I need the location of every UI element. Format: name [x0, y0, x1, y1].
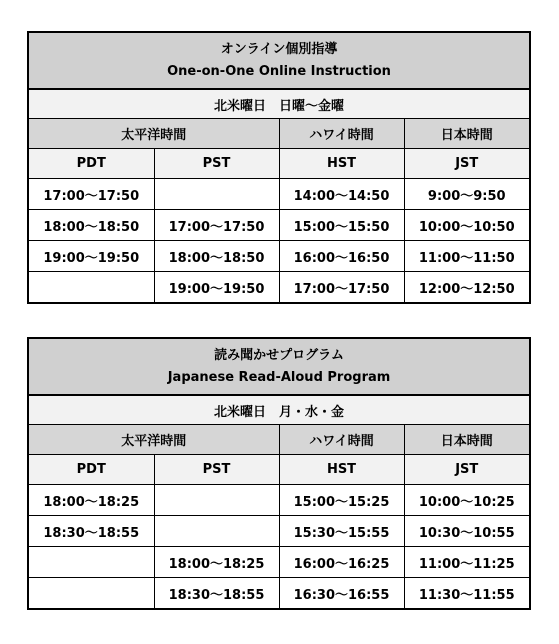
cell-hst: 16:00～16:50 [279, 241, 404, 272]
zone-pst: PST [154, 455, 279, 485]
cell-pst [154, 179, 279, 210]
table-title [28, 32, 530, 89]
cell-jst: 11:00～11:25 [404, 547, 530, 578]
table-row [28, 272, 530, 304]
cell-pdt [28, 547, 154, 578]
table-row [28, 241, 530, 272]
zone-pdt: PDT [28, 149, 154, 179]
cell-pst: 18:00～18:25 [154, 547, 279, 578]
cell-pst [154, 485, 279, 516]
table-title-row [28, 338, 530, 395]
cell-pdt: 18:00～18:25 [28, 485, 154, 516]
cell-jst: 12:00～12:50 [404, 272, 530, 304]
cell-pdt [28, 272, 154, 304]
cell-pdt: 18:00～18:50 [28, 210, 154, 241]
table-title-ja: 読み聞かせプログラム [214, 347, 344, 363]
days-row [28, 89, 530, 119]
zone-hst: HST [279, 149, 404, 179]
cell-hst: 14:00～14:50 [279, 179, 404, 210]
days-row [28, 395, 530, 425]
table-row [28, 516, 530, 547]
cell-jst: 11:00～11:50 [404, 241, 530, 272]
table-title [28, 338, 530, 395]
region-japan: 日本時間 [404, 425, 530, 455]
zone-header-row [28, 149, 530, 179]
region-japan: 日本時間 [404, 119, 530, 149]
table-title-ja: オンライン個別指導 [220, 41, 338, 57]
cell-pdt: 17:00～17:50 [28, 179, 154, 210]
cell-pst [154, 516, 279, 547]
cell-jst: 9:00～9:50 [404, 179, 530, 210]
zone-header-row [28, 455, 530, 485]
cell-hst: 16:00～16:25 [279, 547, 404, 578]
table-row [28, 578, 530, 610]
days-label: 北米曜日 月・水・金 [28, 395, 530, 425]
table-title-en: Japanese Read-Aloud Program [167, 369, 391, 385]
online-instruction-schedule-table [27, 31, 531, 304]
region-header-row [28, 425, 530, 455]
table-title-en: One-on-One Online Instruction [167, 63, 391, 79]
region-hawaii: ハワイ時間 [279, 119, 404, 149]
cell-pdt [28, 578, 154, 610]
cell-pdt: 19:00～19:50 [28, 241, 154, 272]
table-row [28, 485, 530, 516]
zone-hst: HST [279, 455, 404, 485]
days-label: 北米曜日 日曜～金曜 [28, 89, 530, 119]
zone-pdt: PDT [28, 455, 154, 485]
cell-hst: 17:00～17:50 [279, 272, 404, 304]
cell-pst: 17:00～17:50 [154, 210, 279, 241]
region-hawaii: ハワイ時間 [279, 425, 404, 455]
table-title-row [28, 32, 530, 89]
cell-hst: 15:00～15:50 [279, 210, 404, 241]
cell-hst: 15:30～15:55 [279, 516, 404, 547]
read-aloud-schedule-table [27, 337, 531, 610]
cell-hst: 15:00～15:25 [279, 485, 404, 516]
cell-pdt: 18:30～18:55 [28, 516, 154, 547]
table-row [28, 210, 530, 241]
cell-jst: 10:00～10:50 [404, 210, 530, 241]
zone-jst: JST [404, 149, 530, 179]
zone-jst: JST [404, 455, 530, 485]
region-pacific: 太平洋時間 [28, 425, 279, 455]
zone-pst: PST [154, 149, 279, 179]
region-header-row [28, 119, 530, 149]
cell-hst: 16:30～16:55 [279, 578, 404, 610]
table-row [28, 547, 530, 578]
region-pacific: 太平洋時間 [28, 119, 279, 149]
table-row [28, 179, 530, 210]
cell-pst: 19:00～19:50 [154, 272, 279, 304]
cell-jst: 10:30～10:55 [404, 516, 530, 547]
cell-pst: 18:00～18:50 [154, 241, 279, 272]
cell-jst: 10:00～10:25 [404, 485, 530, 516]
cell-jst: 11:30～11:55 [404, 578, 530, 610]
cell-pst: 18:30～18:55 [154, 578, 279, 610]
